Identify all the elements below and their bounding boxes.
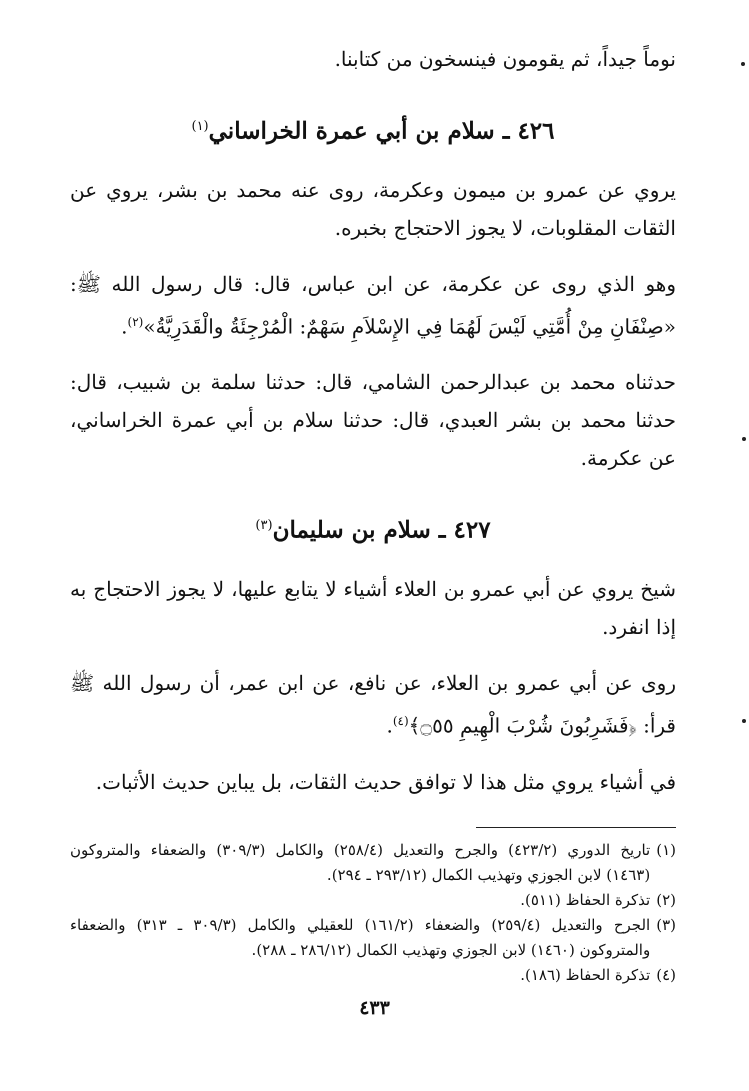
entry-heading-427: [70, 509, 676, 548]
footnote-ref: (٢): [127, 314, 144, 329]
footnote: [70, 838, 676, 888]
footnote-text: تاريخ الدوري (٤٢٣/٢) والجرح والتعديل (٢٥٨/٤) والكامل (٣٠٩/٣) والضعفاء والمتروكون (١٤٦٣) لابن الجوزي وتهذيب الكمال (٢٩٣/١٢ ـ ٢٩٤).: [70, 840, 651, 884]
paragraph-quran: [70, 664, 676, 745]
footnote-separator: [476, 827, 676, 828]
footnote-number: (٢): [656, 890, 676, 909]
footnote: [70, 913, 676, 963]
paragraph: يروي عن عمرو بن ميمون وعكرمة، روى عنه محمد بن بشر، يروي عن الثقات المقلوبات، لا يجوز الاحتجاج بخبره.: [70, 177, 676, 240]
punctuation: .: [386, 713, 393, 738]
paragraph-isnad: حدثناه محمد بن عبدالرحمن الشامي، قال: حدثنا سلمة بن شبيب، قال: حدثنا محمد بن بشر العبدي، قال: حدثنا سلام بن أبي عمرة الخراساني، عن عكرمة.: [70, 370, 676, 471]
paragraph-hadith: [70, 265, 676, 346]
scan-mark: [742, 437, 746, 441]
entry-title: ٤٢٦ ـ سلام بن أبي عمرة الخراساني: [208, 117, 555, 145]
paragraph: في أشياء يروي مثل هذا لا توافق حديث الثقات، بل يباين حديث الأثبات.: [95, 769, 676, 794]
entry-heading-426: [70, 110, 676, 149]
footnote-number: (١): [656, 840, 676, 859]
footnote-ref: (١): [191, 119, 209, 134]
paragraph-continuation: نوماً جيداً، ثم يقومون فينسخون من كتابنا.: [334, 47, 676, 71]
scan-mark: [742, 719, 746, 723]
footnote-text: تذكرة الحفاظ (٥١١).: [520, 890, 651, 909]
footnote: [70, 963, 676, 988]
footnote-text: الجرح والتعديل (٢٥٩/٤) والضعفاء (١٦١/٢) للعقيلي والكامل (٣٠٩/٣ ـ ٣١٣) والضعفاء والمتروكون (١٤٦٠) لابن الجوزي وتهذيب الكمال (٢٨٦/١٢ ـ ٢٨٨).: [70, 915, 651, 959]
footnote-ref: (٤): [392, 713, 409, 728]
page-number: ٤٣٣: [359, 997, 390, 1019]
footnote: [70, 888, 676, 913]
footnote-number: (٣): [656, 915, 676, 934]
page-body: [70, 40, 676, 988]
hadith-text: وهو الذي روى عن عكرمة، عن ابن عباس، قال: قال رسول الله ﷺ: «صِنْفَانِ مِنْ أُمَّتِي لَيْسَ لَهُمَا فِي الإِسْلاَمِ سَهْمٌ: الْمُرْجِئَةُ والْقَدَرِيَّةُ»: [70, 271, 676, 339]
paragraph: شيخ يروي عن أبي عمرو بن العلاء أشياء لا يتابع عليها، لا يجوز الاحتجاج به إذا انفرد.: [70, 576, 676, 639]
footnote-number: (٤): [656, 965, 676, 984]
entry-title: ٤٢٧ ـ سلام بن سليمان: [272, 516, 491, 544]
scan-mark: [741, 62, 745, 66]
footnote-ref: (٣): [255, 518, 273, 534]
footnote-text: تذكرة الحفاظ (١٨٦).: [520, 965, 651, 984]
punctuation: .: [121, 314, 128, 339]
quran-text: روى عن أبي عمرو بن العلاء، عن نافع، عن ابن عمر، أن رسول الله ﷺ قرأ: ﴿فَشَرِبُونَ شُرْبَ الْهِيمِ ۝٥٥﴾: [70, 670, 676, 738]
